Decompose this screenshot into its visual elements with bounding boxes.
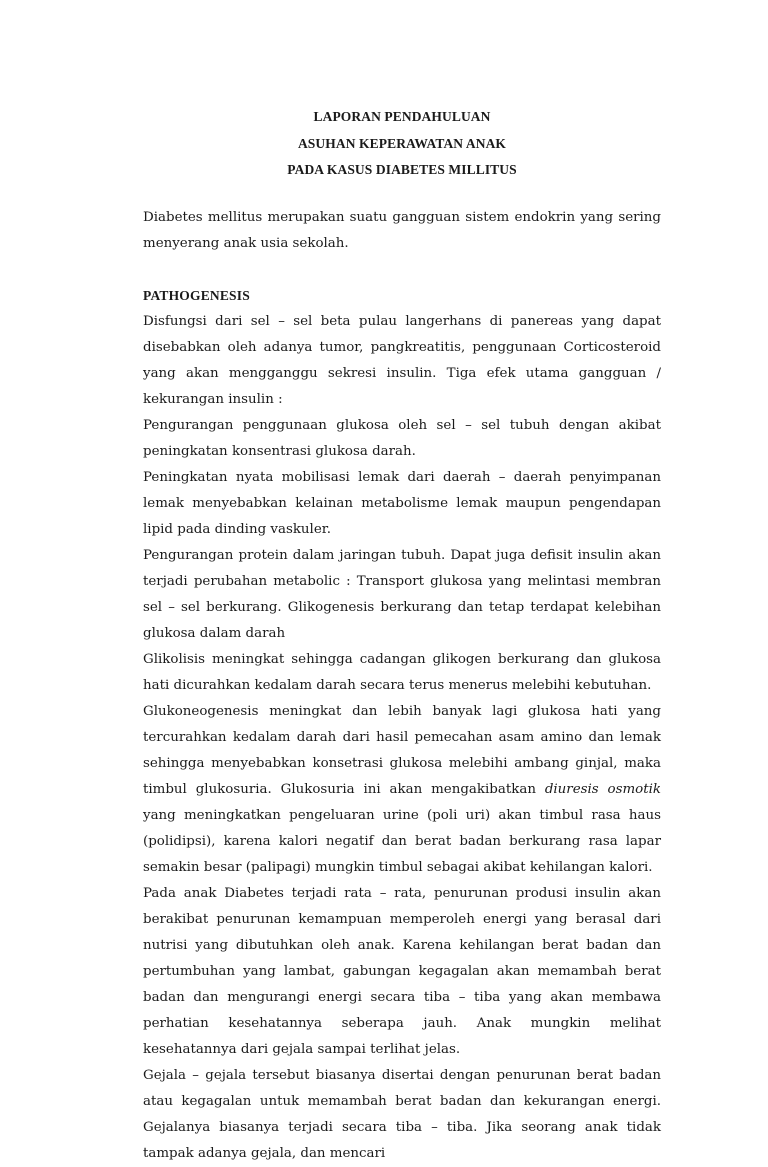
paragraph-3: Peningkatan nyata mobilisasi lemak dari daerah – daerah penyimpanan lemak menyebabkan kelainan metabolisme lemak maupun pengendapan lipid pada dinding vaskuler. (143, 470, 661, 537)
paragraph-6-part-1: Glukoneogenesis meningkat dan lebih banyak lagi glukosa hati yang tercurahkan kedalam darah dari hasil pemecahan asam amino dan lemak sehingga menyebabkan konsetrasi glukosa melebihi ambang ginjal, maka timbul glukosuria. Glukosuria ini akan mengakibatkan (143, 704, 661, 797)
section-heading: PATHOGENESIS (143, 288, 250, 303)
document-body (143, 205, 661, 1167)
paragraph-8: Gejala – gejala tersebut biasanya disertai dengan penurunan berat badan atau kegagalan untuk memambah berat badan dan kekurangan energi. Gejalanya biasanya terjadi secara tiba – tiba. Jika seorang anak tidak tampak adanya gejala, dan mencari (143, 1068, 661, 1161)
title-line-1: LAPORAN PENDAHULUAN (313, 109, 491, 124)
paragraph-6-italic: diuresis osmotik (544, 782, 661, 797)
paragraph-4: Pengurangan protein dalam jaringan tubuh. Dapat juga defisit insulin akan terjadi perubahan metabolic : Transport glukosa yang melintasi membran sel – sel berkurang. Glikogenesis berkurang dan tetap terdapat kelebihan glukosa dalam darah (143, 548, 661, 641)
paragraph-2: Pengurangan penggunaan glukosa oleh sel – sel tubuh dengan akibat peningkatan konsentrasi glukosa darah. (143, 418, 661, 459)
paragraph-5: Glikolisis meningkat sehingga cadangan glikogen berkurang dan glukosa hati dicurahkan kedalam darah secara terus menerus melebihi kebutuhan. (143, 652, 661, 693)
paragraph-7: Pada anak Diabetes terjadi rata – rata, penurunan produsi insulin akan berakibat penurunan kemampuan memperoleh energi yang berasal dari nutrisi yang dibutuhkan oleh anak. Karena kehilangan berat badan dan pertumbuhan yang lambat, gabungan kegagalan akan memambah berat badan dan mengurangi energi secara tiba – tiba yang akan membawa perhatian kesehatannya seberapa jauh. Anak mungkin melihat kesehatannya dari gejala sampai terlihat jelas. (143, 886, 661, 1057)
intro-paragraph: Diabetes mellitus merupakan suatu gangguan sistem endokrin yang sering menyerang anak usia sekolah. (143, 210, 661, 251)
paragraph-6 (143, 699, 661, 881)
title-line-2: ASUHAN KEPERAWATAN ANAK (297, 135, 507, 151)
document-title (0, 104, 768, 184)
paragraph-6-part-2: yang meningkatkan pengeluaran urine (poli uri) akan timbul rasa haus (polidipsi), karena kalori negatif dan berat badan berkurang rasa lapar semakin besar (palipagi) mungkin timbul sebagai akibat kehilangan kalori. (143, 808, 661, 875)
paragraph-1: Disfungsi dari sel – sel beta pulau langerhans di panereas yang dapat disebabkan oleh adanya tumor, pangkreatitis, penggunaan Corticosteroid yang akan mengganggu sekresi insulin. Tiga efek utama gangguan / kekurangan insulin : (143, 314, 661, 407)
title-line-3: PADA KASUS DIABETES MILLITUS (287, 162, 517, 177)
